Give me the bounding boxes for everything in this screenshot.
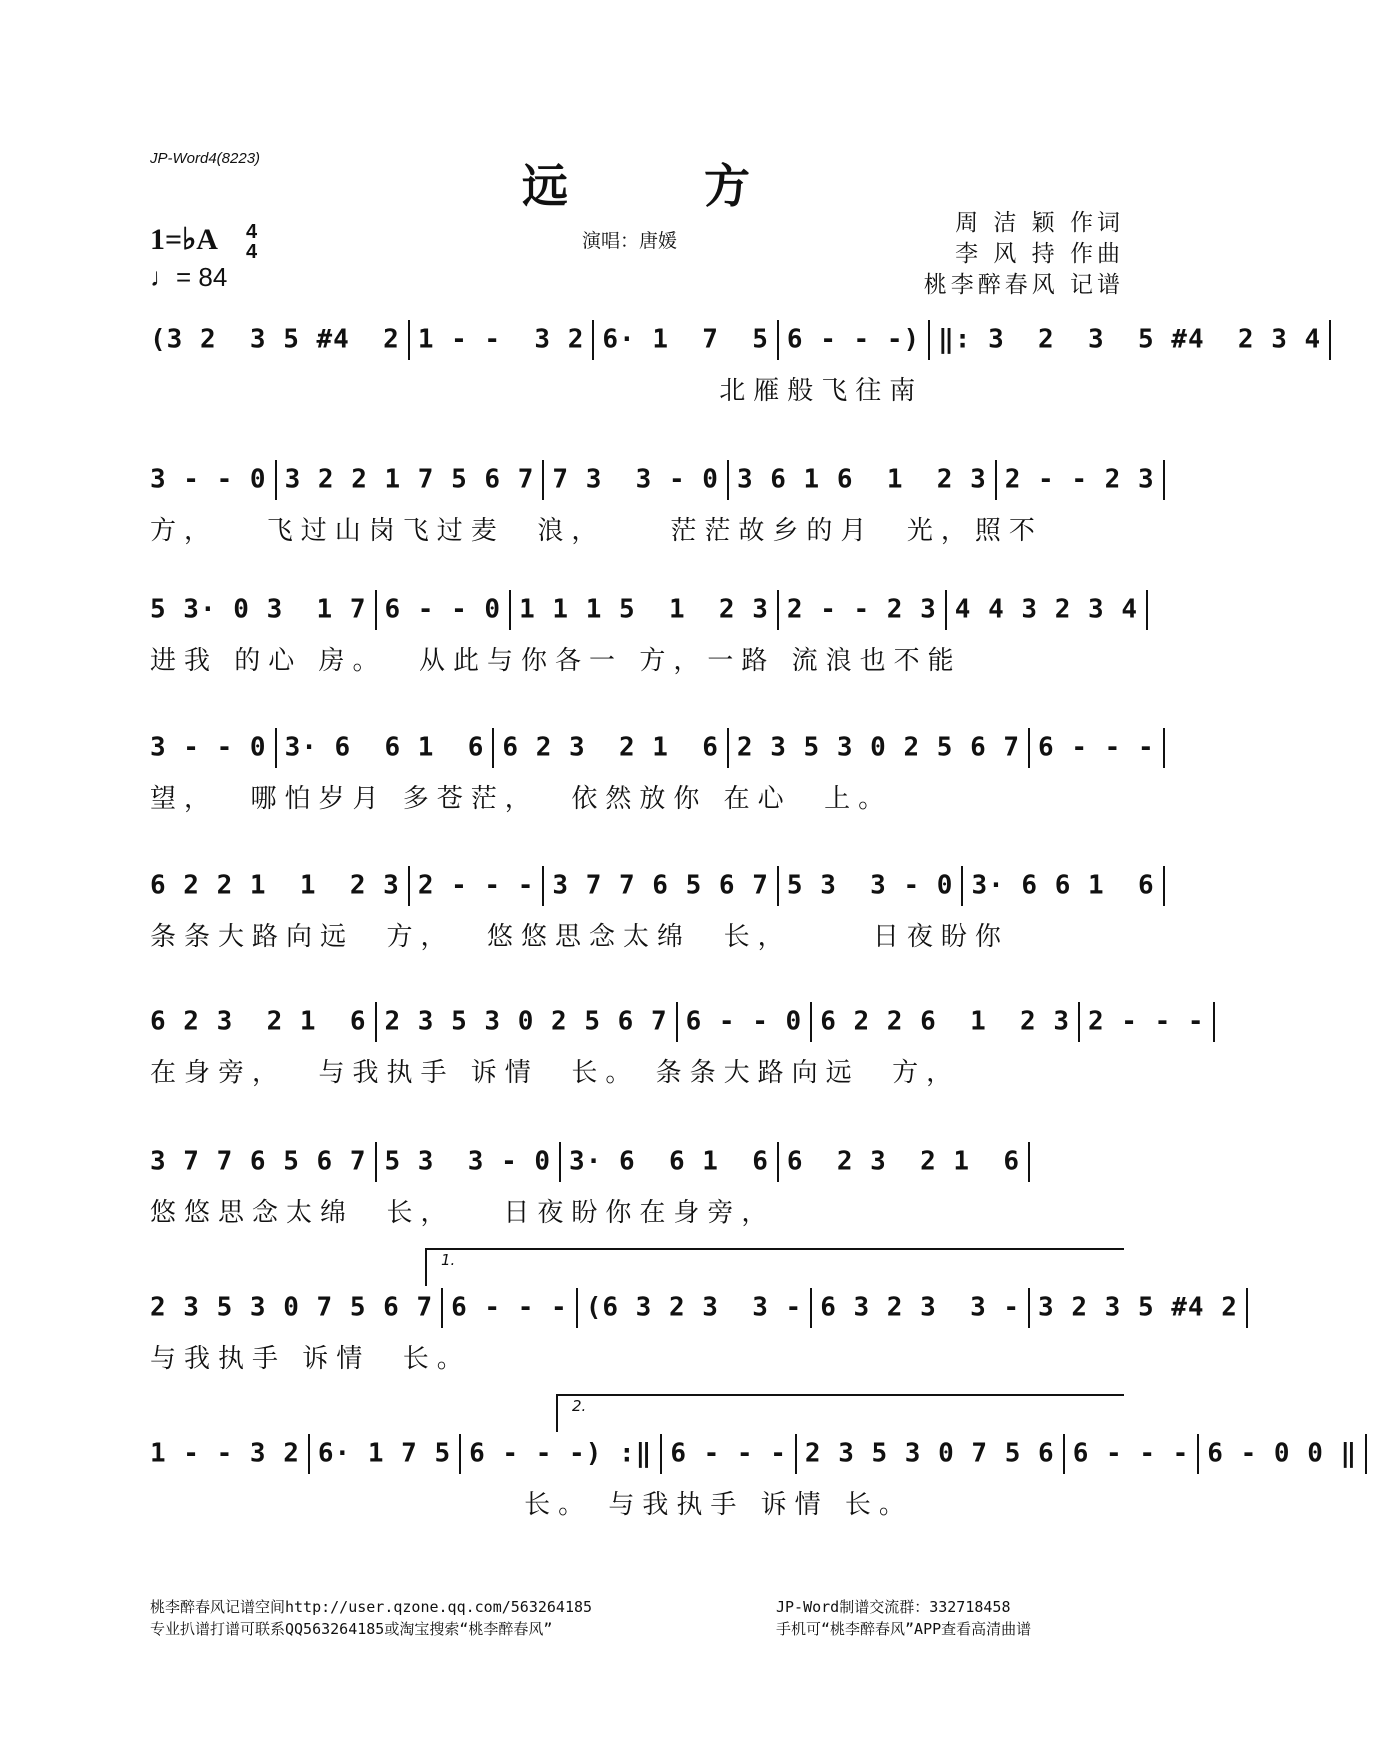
measure: 3 2 3 5 #4 2	[1038, 1292, 1238, 1323]
footer-right-line2: 手机可“桃李醉春风”APP查看高清曲谱	[776, 1620, 1032, 1638]
credits	[924, 208, 1124, 301]
barline	[1329, 320, 1331, 360]
barline	[945, 590, 947, 630]
measure: 6 - - -	[451, 1292, 568, 1323]
measure: 3 7 7 6 5 6 7	[552, 870, 769, 901]
measure: ‖: 3 2 3 5 #4 2 3 4	[938, 324, 1322, 355]
barline	[275, 728, 277, 768]
measure: 6 2 3 2 1 6	[502, 732, 719, 763]
lyric-line: 方， 飞过山岗飞过麦 浪， 茫茫故乡的月 光，照不	[150, 516, 1043, 546]
measure: 2 3 5 3 0 7 5 6 7	[150, 1292, 434, 1323]
singer-credit: 演唱：唐媛	[582, 230, 678, 252]
footer-left-line2: 专业扒谱打谱可联系QQ563264185或淘宝搜索“桃李醉春风”	[150, 1620, 553, 1638]
lyric-line: 北雁般飞往南	[150, 376, 924, 406]
measure: 6 2 2 1 1 2 3	[150, 870, 400, 901]
notation-line	[150, 866, 1155, 912]
measure: 7 3 3 - 0	[552, 464, 719, 495]
barline	[1163, 728, 1165, 768]
footer-left	[150, 1596, 592, 1640]
lyric-line: 条条大路向远 方， 悠悠思念太绵 长， 日夜盼你	[150, 922, 1009, 952]
time-signature	[246, 222, 257, 262]
measure: 2 3 5 3 0 7 5 6	[804, 1438, 1055, 1469]
barline	[961, 866, 963, 906]
barline	[1163, 460, 1165, 500]
measure: 6 2 2 6 1 2 3	[820, 1006, 1070, 1037]
barline	[1028, 1288, 1030, 1328]
barline	[810, 1002, 812, 1042]
barline	[777, 590, 779, 630]
measure: 6 - - -	[670, 1438, 787, 1469]
barline	[492, 728, 494, 768]
measure: 6 - - -	[1072, 1438, 1190, 1469]
barline	[441, 1288, 443, 1328]
measure: 3 7 7 6 5 6 7	[150, 1146, 367, 1177]
measure: 2 - - -	[1088, 1006, 1205, 1037]
barline	[1246, 1288, 1248, 1328]
measure: 3 2 2 1 7 5 6 7	[284, 464, 535, 495]
notation-line	[150, 460, 1155, 506]
barline	[727, 460, 729, 500]
barline	[1163, 866, 1165, 906]
barline	[676, 1002, 678, 1042]
notation-line	[150, 1288, 1238, 1334]
measure: 3 6 1 6 1 2 3	[736, 464, 987, 495]
measure: 1 1 1 5 1 2 3	[519, 594, 769, 625]
measure: 2 - - -	[417, 870, 535, 901]
measure: 6 - - -	[1038, 732, 1155, 763]
measure: 6 - - -)	[786, 324, 921, 355]
barline	[509, 590, 511, 630]
notation-line	[150, 1434, 1358, 1480]
measure: 3· 6 6 1 6	[971, 870, 1155, 901]
lyric-line: 长。 与我执手 诉情 长。	[150, 1490, 913, 1520]
transcriber: 桃李醉春风 记谱	[923, 272, 1124, 298]
key-signature: 1=♭A	[150, 223, 218, 256]
measure: 3· 6 6 1 6	[569, 1146, 769, 1177]
measure: 1 - - 3 2	[150, 1438, 300, 1469]
volta-bracket	[425, 1248, 1124, 1286]
measure: (3 2 3 5 #4 2	[150, 324, 400, 355]
measure: 6 - - -) :‖	[469, 1438, 653, 1469]
barline	[576, 1288, 578, 1328]
barline	[542, 866, 544, 906]
lyric-line: 与我执手 诉情 长。	[150, 1344, 471, 1374]
barline	[375, 1002, 377, 1042]
measure: 6 - 0 0 ‖	[1207, 1438, 1358, 1469]
lyric-line: 在身旁， 与我执手 诉情 长。 条条大路向远 方，	[150, 1058, 961, 1088]
lyric-line: 进我 的心 房。 从此与你各一 方，一路 流浪也不能	[150, 646, 962, 676]
barline	[795, 1434, 797, 1474]
measure: 6 - - 0	[384, 594, 502, 625]
barline	[810, 1288, 812, 1328]
barline	[995, 460, 997, 500]
notation-line	[150, 1142, 1122, 1188]
measure: 3· 6 6 1 6	[284, 732, 485, 763]
measure: 2 - - 2 3	[786, 594, 937, 625]
barline	[777, 320, 779, 360]
measure: (6 3 2 3 3 -	[585, 1292, 803, 1323]
barline	[592, 320, 594, 360]
measure: 6 2 3 2 1 6	[786, 1146, 1021, 1177]
barline	[660, 1434, 662, 1474]
barline	[1078, 1002, 1080, 1042]
barline	[459, 1434, 461, 1474]
barline	[1365, 1434, 1367, 1474]
barline	[727, 728, 729, 768]
barline	[408, 320, 410, 360]
barline	[408, 866, 410, 906]
tempo-marking: ♩= 84	[150, 262, 228, 292]
measure: 6· 1 7 5	[317, 1438, 452, 1469]
footer-right	[776, 1596, 1031, 1640]
notation-line	[150, 728, 1155, 774]
measure: 4 4 3 2 3 4	[954, 594, 1138, 625]
measure: 5 3 3 - 0	[786, 870, 954, 901]
barline	[275, 460, 277, 500]
time-sig-top: 4	[246, 221, 258, 243]
barline	[308, 1434, 310, 1474]
measure: 3 - - 0	[150, 732, 267, 763]
notation-line	[150, 590, 1138, 636]
lyric-line: 悠悠思念太绵 长， 日夜盼你在身旁，	[150, 1198, 776, 1228]
barline	[777, 1142, 779, 1182]
software-tag: JP-Word4(8223)	[150, 150, 261, 167]
notation-line	[150, 1002, 1205, 1048]
barline	[1146, 590, 1148, 630]
time-sig-bottom: 4	[246, 241, 258, 263]
measure: 6 2 3 2 1 6	[150, 1006, 367, 1037]
barline	[1213, 1002, 1215, 1042]
barline	[542, 460, 544, 500]
measure: 2 - - 2 3	[1004, 464, 1155, 495]
notation-line	[150, 320, 1322, 366]
volta-label: 1.	[441, 1251, 456, 1269]
measure: 6 3 2 3 3 -	[820, 1292, 1021, 1323]
footer-left-line1: 桃李醉春风记谱空间http://user.qzone.qq.com/563264185	[150, 1598, 593, 1616]
measure: 5 3 3 - 0	[384, 1146, 552, 1177]
volta-bracket	[556, 1394, 1124, 1432]
lyricist: 周 洁 颖 作词	[955, 210, 1124, 236]
barline	[1063, 1434, 1065, 1474]
measure: 6· 1 7 5	[602, 324, 769, 355]
barline	[1028, 728, 1030, 768]
barline	[1197, 1434, 1199, 1474]
measure: 2 3 5 3 0 2 5 6 7	[384, 1006, 668, 1037]
measure: 5 3· 0 3 1 7	[150, 594, 367, 625]
measure: 2 3 5 3 0 2 5 6 7	[736, 732, 1021, 763]
measure: 6 - - 0	[685, 1006, 803, 1037]
barline	[777, 866, 779, 906]
lyric-line: 望， 哪怕岁月 多苍茫， 依然放你 在心 上。	[150, 784, 893, 814]
barline	[375, 590, 377, 630]
measure: 1 - - 3 2	[417, 324, 585, 355]
footer-right-line1: JP-Word制谱交流群：332718458	[776, 1598, 1011, 1616]
song-title: 远 方	[521, 159, 810, 213]
volta-label: 2.	[572, 1397, 587, 1415]
composer: 李 风 持 作曲	[955, 241, 1124, 267]
measure: 3 - - 0	[150, 464, 267, 495]
barline	[559, 1142, 561, 1182]
barline	[375, 1142, 377, 1182]
barline	[1028, 1142, 1030, 1182]
barline	[928, 320, 930, 360]
